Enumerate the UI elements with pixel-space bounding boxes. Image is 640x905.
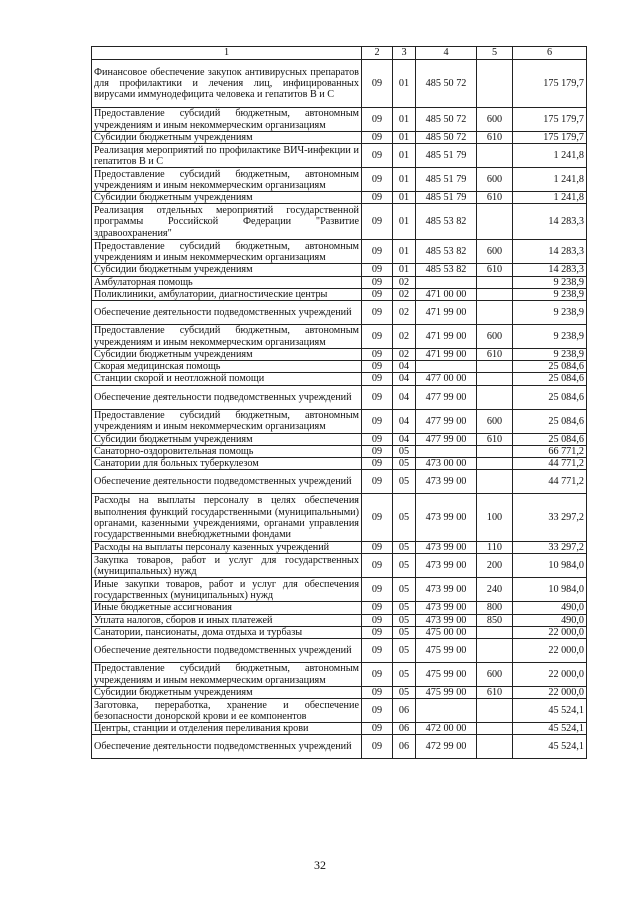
row-target-code-cell (416, 699, 477, 723)
row-amount-cell: 10 984,0 (513, 554, 587, 578)
row-expense-type-cell (477, 361, 513, 373)
row-name-cell: Реализация мероприятий по профилактике ВИЧ-инфекции и гепатитов В и С (92, 144, 362, 168)
row-expense-type-cell: 600 (477, 108, 513, 132)
row-expense-type-cell: 610 (477, 192, 513, 204)
row-target-code-cell: 485 51 79 (416, 144, 477, 168)
row-target-code-cell: 473 00 00 (416, 458, 477, 470)
row-name-cell: Обеспечение деятельности подведомственных учреждений (92, 385, 362, 409)
row-name-cell: Обеспечение деятельности подведомственных учреждений (92, 301, 362, 325)
row-amount-cell: 22 000,0 (513, 663, 587, 687)
row-target-code-cell (416, 361, 477, 373)
row-amount-cell: 14 283,3 (513, 240, 587, 264)
row-amount-cell: 25 084,6 (513, 385, 587, 409)
row-section-cell: 09 (362, 735, 393, 759)
table-row (92, 108, 587, 132)
table-row (92, 458, 587, 470)
row-amount-cell: 1 241,8 (513, 168, 587, 192)
row-target-code-cell: 471 00 00 (416, 288, 477, 300)
row-name-cell: Предоставление субсидий бюджетным, автономным учреждениям и иным некоммерческим организациям (92, 240, 362, 264)
table-row (92, 470, 587, 494)
row-expense-type-cell: 600 (477, 409, 513, 433)
row-subsection-cell: 05 (393, 639, 416, 663)
row-name-cell: Предоставление субсидий бюджетным, автономным учреждениям и иным некоммерческим организациям (92, 663, 362, 687)
row-target-code-cell: 473 99 00 (416, 542, 477, 554)
row-amount-cell: 14 283,3 (513, 264, 587, 276)
row-section-cell: 09 (362, 108, 393, 132)
row-expense-type-cell: 600 (477, 325, 513, 349)
row-subsection-cell: 02 (393, 325, 416, 349)
row-expense-type-cell (477, 723, 513, 735)
row-section-cell: 09 (362, 240, 393, 264)
row-section-cell: 09 (362, 132, 393, 144)
row-name-cell: Предоставление субсидий бюджетным, автономным учреждениям и иным некоммерческим организациям (92, 108, 362, 132)
row-section-cell: 09 (362, 288, 393, 300)
row-subsection-cell: 05 (393, 663, 416, 687)
row-target-code-cell: 473 99 00 (416, 494, 477, 542)
row-amount-cell: 9 238,9 (513, 301, 587, 325)
row-section-cell: 09 (362, 60, 393, 108)
row-expense-type-cell: 610 (477, 264, 513, 276)
row-target-code-cell (416, 276, 477, 288)
row-amount-cell: 10 984,0 (513, 578, 587, 602)
header-col-5: 5 (477, 47, 513, 60)
row-target-code-cell: 473 99 00 (416, 554, 477, 578)
row-section-cell: 09 (362, 433, 393, 445)
table-row (92, 373, 587, 385)
row-target-code-cell: 477 99 00 (416, 433, 477, 445)
header-col-6: 6 (513, 47, 587, 60)
row-section-cell: 09 (362, 301, 393, 325)
row-target-code-cell: 485 50 72 (416, 132, 477, 144)
row-amount-cell: 14 283,3 (513, 204, 587, 240)
row-target-code-cell: 477 00 00 (416, 373, 477, 385)
row-amount-cell: 25 084,6 (513, 409, 587, 433)
row-name-cell: Обеспечение деятельности подведомственных учреждений (92, 735, 362, 759)
table-row (92, 204, 587, 240)
row-section-cell: 09 (362, 385, 393, 409)
row-target-code-cell: 471 99 00 (416, 349, 477, 361)
table-row (92, 578, 587, 602)
row-expense-type-cell: 110 (477, 542, 513, 554)
table-row (92, 288, 587, 300)
row-target-code-cell (416, 445, 477, 457)
row-section-cell: 09 (362, 325, 393, 349)
row-section-cell: 09 (362, 699, 393, 723)
row-subsection-cell: 02 (393, 276, 416, 288)
table-row (92, 132, 587, 144)
row-subsection-cell: 06 (393, 699, 416, 723)
row-subsection-cell: 01 (393, 60, 416, 108)
row-amount-cell: 45 524,1 (513, 723, 587, 735)
row-amount-cell: 44 771,2 (513, 458, 587, 470)
row-expense-type-cell: 610 (477, 132, 513, 144)
row-amount-cell: 22 000,0 (513, 687, 587, 699)
row-subsection-cell: 05 (393, 626, 416, 638)
table-row (92, 192, 587, 204)
table-row (92, 433, 587, 445)
row-section-cell: 09 (362, 445, 393, 457)
row-subsection-cell: 02 (393, 288, 416, 300)
row-expense-type-cell (477, 60, 513, 108)
row-section-cell: 09 (362, 663, 393, 687)
row-amount-cell: 1 241,8 (513, 144, 587, 168)
row-name-cell: Станции скорой и неотложной помощи (92, 373, 362, 385)
row-name-cell: Предоставление субсидий бюджетным, автономным учреждениям и иным некоммерческим организациям (92, 409, 362, 433)
row-target-code-cell: 485 53 82 (416, 240, 477, 264)
row-amount-cell: 33 297,2 (513, 494, 587, 542)
row-amount-cell: 9 238,9 (513, 325, 587, 349)
table-header-row (92, 47, 587, 60)
row-amount-cell: 22 000,0 (513, 639, 587, 663)
row-subsection-cell: 05 (393, 578, 416, 602)
row-amount-cell: 45 524,1 (513, 699, 587, 723)
row-expense-type-cell: 600 (477, 168, 513, 192)
row-subsection-cell: 01 (393, 204, 416, 240)
table-row (92, 494, 587, 542)
row-expense-type-cell (477, 276, 513, 288)
row-target-code-cell: 473 99 00 (416, 614, 477, 626)
row-subsection-cell: 04 (393, 385, 416, 409)
row-amount-cell: 9 238,9 (513, 276, 587, 288)
row-target-code-cell: 475 00 00 (416, 626, 477, 638)
row-expense-type-cell (477, 699, 513, 723)
row-section-cell: 09 (362, 602, 393, 614)
table-row (92, 168, 587, 192)
row-name-cell: Расходы на выплаты персоналу казенных учреждений (92, 542, 362, 554)
row-target-code-cell: 475 99 00 (416, 687, 477, 699)
row-target-code-cell: 471 99 00 (416, 301, 477, 325)
row-subsection-cell: 01 (393, 240, 416, 264)
row-name-cell: Субсидии бюджетным учреждениям (92, 264, 362, 276)
row-expense-type-cell: 850 (477, 614, 513, 626)
row-subsection-cell: 05 (393, 542, 416, 554)
row-target-code-cell: 485 51 79 (416, 168, 477, 192)
row-section-cell: 09 (362, 470, 393, 494)
row-section-cell: 09 (362, 458, 393, 470)
row-expense-type-cell: 600 (477, 240, 513, 264)
table-row (92, 639, 587, 663)
row-target-code-cell: 473 99 00 (416, 602, 477, 614)
row-expense-type-cell (477, 204, 513, 240)
row-section-cell: 09 (362, 639, 393, 663)
row-target-code-cell: 473 99 00 (416, 470, 477, 494)
row-name-cell: Уплата налогов, сборов и иных платежей (92, 614, 362, 626)
row-section-cell: 09 (362, 687, 393, 699)
row-section-cell: 09 (362, 614, 393, 626)
row-subsection-cell: 05 (393, 445, 416, 457)
row-name-cell: Предоставление субсидий бюджетным, автономным учреждениям и иным некоммерческим организациям (92, 168, 362, 192)
budget-table-container (91, 46, 586, 759)
row-name-cell: Субсидии бюджетным учреждениям (92, 132, 362, 144)
table-row (92, 325, 587, 349)
row-name-cell: Субсидии бюджетным учреждениям (92, 687, 362, 699)
table-row (92, 445, 587, 457)
table-row (92, 614, 587, 626)
row-expense-type-cell (477, 445, 513, 457)
table-row (92, 301, 587, 325)
row-expense-type-cell (477, 470, 513, 494)
row-target-code-cell: 485 51 79 (416, 192, 477, 204)
row-name-cell: Закупка товаров, работ и услуг для государственных (муниципальных) нужд (92, 554, 362, 578)
row-subsection-cell: 05 (393, 614, 416, 626)
row-name-cell: Обеспечение деятельности подведомственных учреждений (92, 470, 362, 494)
row-expense-type-cell (477, 626, 513, 638)
row-section-cell: 09 (362, 494, 393, 542)
row-section-cell: 09 (362, 361, 393, 373)
row-target-code-cell: 472 00 00 (416, 723, 477, 735)
row-subsection-cell: 05 (393, 458, 416, 470)
row-section-cell: 09 (362, 578, 393, 602)
row-section-cell: 09 (362, 276, 393, 288)
row-subsection-cell: 05 (393, 687, 416, 699)
row-name-cell: Скорая медицинская помощь (92, 361, 362, 373)
row-amount-cell: 175 179,7 (513, 108, 587, 132)
row-expense-type-cell (477, 144, 513, 168)
row-subsection-cell: 05 (393, 554, 416, 578)
row-expense-type-cell: 240 (477, 578, 513, 602)
header-col-1: 1 (92, 47, 362, 60)
row-expense-type-cell: 610 (477, 433, 513, 445)
header-col-2: 2 (362, 47, 393, 60)
row-target-code-cell: 472 99 00 (416, 735, 477, 759)
header-col-4: 4 (416, 47, 477, 60)
row-amount-cell: 9 238,9 (513, 288, 587, 300)
row-expense-type-cell: 800 (477, 602, 513, 614)
row-amount-cell: 25 084,6 (513, 433, 587, 445)
page-number: 32 (314, 858, 326, 872)
row-subsection-cell: 02 (393, 349, 416, 361)
row-subsection-cell: 05 (393, 602, 416, 614)
row-section-cell: 09 (362, 723, 393, 735)
row-amount-cell: 175 179,7 (513, 132, 587, 144)
table-row (92, 699, 587, 723)
row-name-cell: Субсидии бюджетным учреждениям (92, 192, 362, 204)
row-name-cell: Реализация отдельных мероприятий государственной программы Российской Федерации "Развитие здравоохранения" (92, 204, 362, 240)
row-name-cell: Субсидии бюджетным учреждениям (92, 433, 362, 445)
row-amount-cell: 33 297,2 (513, 542, 587, 554)
row-amount-cell: 1 241,8 (513, 192, 587, 204)
table-row (92, 663, 587, 687)
row-amount-cell: 490,0 (513, 614, 587, 626)
row-amount-cell: 22 000,0 (513, 626, 587, 638)
row-subsection-cell: 01 (393, 264, 416, 276)
table-row (92, 349, 587, 361)
table-row (92, 144, 587, 168)
row-target-code-cell: 473 99 00 (416, 578, 477, 602)
row-name-cell: Поликлиники, амбулатории, диагностические центры (92, 288, 362, 300)
row-subsection-cell: 01 (393, 108, 416, 132)
table-row (92, 554, 587, 578)
row-target-code-cell: 477 99 00 (416, 385, 477, 409)
row-target-code-cell: 485 50 72 (416, 60, 477, 108)
row-subsection-cell: 02 (393, 301, 416, 325)
row-subsection-cell: 04 (393, 373, 416, 385)
table-row (92, 60, 587, 108)
row-name-cell: Финансовое обеспечение закупок антивирусных препаратов для профилактики и лечения лиц, инфицированных вирусами иммунодефицита человека и гепатитов В и С (92, 60, 362, 108)
row-target-code-cell: 475 99 00 (416, 663, 477, 687)
row-subsection-cell: 05 (393, 494, 416, 542)
row-name-cell: Амбулаторная помощь (92, 276, 362, 288)
row-amount-cell: 45 524,1 (513, 735, 587, 759)
row-name-cell: Иные бюджетные ассигнования (92, 602, 362, 614)
row-subsection-cell: 05 (393, 470, 416, 494)
row-name-cell: Санатории, пансионаты, дома отдыха и турбазы (92, 626, 362, 638)
table-row (92, 276, 587, 288)
row-subsection-cell: 01 (393, 192, 416, 204)
table-row (92, 687, 587, 699)
row-expense-type-cell (477, 301, 513, 325)
table-row (92, 602, 587, 614)
row-amount-cell: 44 771,2 (513, 470, 587, 494)
header-col-3: 3 (393, 47, 416, 60)
row-name-cell: Обеспечение деятельности подведомственных учреждений (92, 639, 362, 663)
table-body (92, 60, 587, 759)
row-subsection-cell: 06 (393, 735, 416, 759)
row-section-cell: 09 (362, 554, 393, 578)
row-expense-type-cell (477, 639, 513, 663)
row-name-cell: Иные закупки товаров, работ и услуг для обеспечения государственных (муниципальных) нужд (92, 578, 362, 602)
row-name-cell: Санатории для больных туберкулезом (92, 458, 362, 470)
budget-table (91, 46, 587, 759)
row-expense-type-cell (477, 288, 513, 300)
row-amount-cell: 25 084,6 (513, 361, 587, 373)
row-target-code-cell: 471 99 00 (416, 325, 477, 349)
row-name-cell: Заготовка, переработка, хранение и обеспечение безопасности донорской крови и ее компонентов (92, 699, 362, 723)
table-row (92, 626, 587, 638)
row-subsection-cell: 01 (393, 144, 416, 168)
row-target-code-cell: 475 99 00 (416, 639, 477, 663)
row-target-code-cell: 485 53 82 (416, 264, 477, 276)
row-section-cell: 09 (362, 409, 393, 433)
row-expense-type-cell: 610 (477, 349, 513, 361)
row-expense-type-cell: 600 (477, 663, 513, 687)
row-subsection-cell: 01 (393, 132, 416, 144)
row-expense-type-cell (477, 385, 513, 409)
row-section-cell: 09 (362, 264, 393, 276)
row-target-code-cell: 485 53 82 (416, 204, 477, 240)
row-name-cell: Субсидии бюджетным учреждениям (92, 349, 362, 361)
table-row (92, 385, 587, 409)
row-section-cell: 09 (362, 626, 393, 638)
row-section-cell: 09 (362, 373, 393, 385)
row-expense-type-cell (477, 373, 513, 385)
row-section-cell: 09 (362, 192, 393, 204)
table-row (92, 240, 587, 264)
table-row (92, 409, 587, 433)
row-target-code-cell: 477 99 00 (416, 409, 477, 433)
table-row (92, 542, 587, 554)
row-amount-cell: 175 179,7 (513, 60, 587, 108)
row-name-cell: Санаторно-оздоровительная помощь (92, 445, 362, 457)
table-row (92, 361, 587, 373)
row-subsection-cell: 04 (393, 361, 416, 373)
row-expense-type-cell (477, 735, 513, 759)
row-section-cell: 09 (362, 204, 393, 240)
row-name-cell: Центры, станции и отделения переливания крови (92, 723, 362, 735)
row-section-cell: 09 (362, 144, 393, 168)
row-expense-type-cell (477, 458, 513, 470)
row-expense-type-cell: 610 (477, 687, 513, 699)
row-section-cell: 09 (362, 542, 393, 554)
row-expense-type-cell: 100 (477, 494, 513, 542)
table-row (92, 264, 587, 276)
table-row (92, 735, 587, 759)
row-target-code-cell: 485 50 72 (416, 108, 477, 132)
row-amount-cell: 25 084,6 (513, 373, 587, 385)
row-subsection-cell: 04 (393, 409, 416, 433)
table-row (92, 723, 587, 735)
row-section-cell: 09 (362, 168, 393, 192)
row-amount-cell: 490,0 (513, 602, 587, 614)
row-amount-cell: 66 771,2 (513, 445, 587, 457)
row-subsection-cell: 04 (393, 433, 416, 445)
row-amount-cell: 9 238,9 (513, 349, 587, 361)
row-name-cell: Предоставление субсидий бюджетным, автономным учреждениям и иным некоммерческим организациям (92, 325, 362, 349)
row-subsection-cell: 01 (393, 168, 416, 192)
row-subsection-cell: 06 (393, 723, 416, 735)
row-section-cell: 09 (362, 349, 393, 361)
row-expense-type-cell: 200 (477, 554, 513, 578)
row-name-cell: Расходы на выплаты персоналу в целях обеспечения выполнения функций государственными (муниципальными) органами, казенными учреждениями, органами управления государственными внебюджетными фондами (92, 494, 362, 542)
